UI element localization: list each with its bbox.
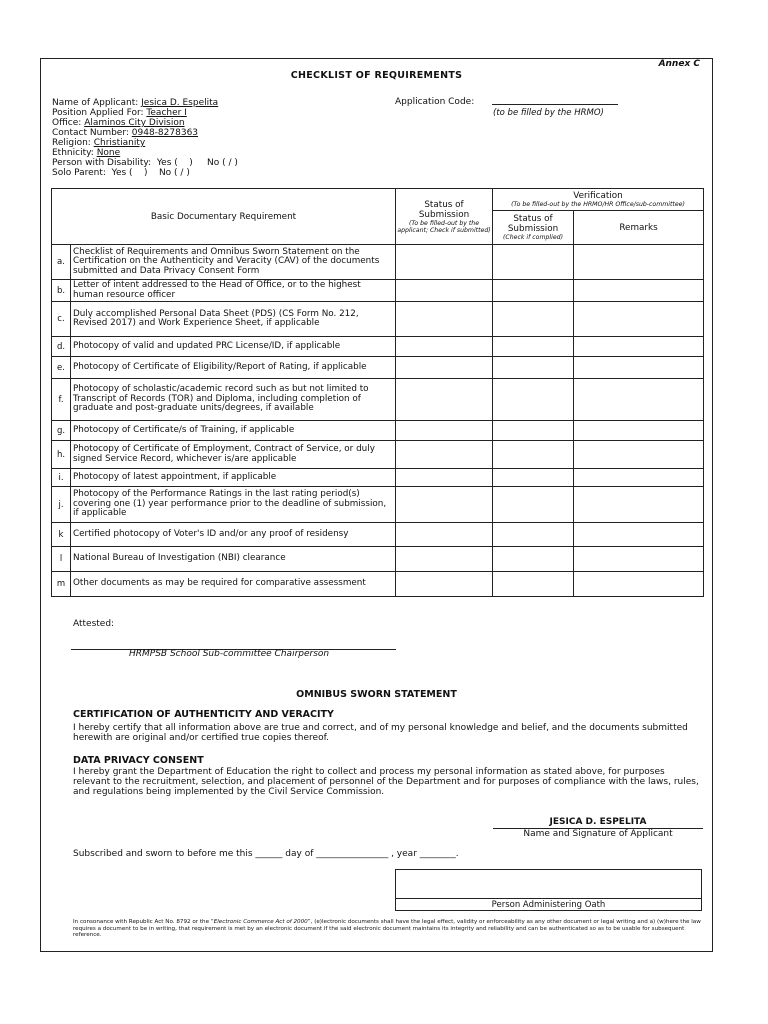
applicant-status-cell[interactable]: [396, 421, 493, 441]
col-header-ver-status-note: (Check if complied): [502, 234, 563, 241]
requirement-text: Certified photocopy of Voter's ID and/or any proof of residensy: [71, 523, 396, 547]
requirement-letter: j.: [52, 487, 71, 523]
col-header-verification-note: (To be filled-out by the HRMO/HR Office/sub-committee): [511, 201, 685, 208]
verification-status-cell[interactable]: [493, 245, 574, 280]
position-row: [52, 108, 238, 118]
annex-label: Annex C: [658, 59, 700, 69]
remarks-cell[interactable]: [574, 547, 704, 572]
solo-parent-row: Solo Parent: Yes ( ) No ( / ): [52, 168, 190, 178]
application-code-field[interactable]: [492, 104, 618, 105]
applicant-name-row: [52, 98, 238, 108]
oath-signature-line: [396, 898, 701, 899]
col-header-status-note: (To be filled-out by the applicant; Check if submitted): [397, 219, 491, 234]
requirement-text: Photocopy of Certificate of Employment, Contract of Service, or duly signed Service Record, whichever is/are applicable: [71, 441, 396, 469]
privacy-text: I hereby grant the Department of Education the right to collect and process my personal information as stated above, for purposes relevant to the recruitment, selection, and placement of personnel of the Department and for purposes of compliance with the laws, rules, and regulations being implemented by the Civil Service Commission.: [73, 767, 699, 797]
remarks-cell[interactable]: [574, 572, 704, 597]
application-code-note: (to be filled by the HRMO): [493, 108, 604, 118]
contact-row: [52, 128, 238, 138]
verification-status-cell[interactable]: [493, 280, 574, 302]
requirement-letter: i.: [52, 469, 71, 487]
chairperson-label: HRMPSB School Sub-committee Chairperson: [129, 649, 330, 659]
verification-status-cell[interactable]: [493, 441, 574, 469]
requirement-letter: m: [52, 572, 71, 597]
certification-text: I hereby certify that all information above are true and correct, and of my personal knowledge and belief, and the documents submitted herewith are original and/or certified true copies thereof.: [73, 723, 688, 743]
contact-label: Contact Number:: [52, 128, 129, 138]
form-title: CHECKLIST OF REQUIREMENTS: [290, 70, 463, 81]
checklist-form: [40, 58, 713, 952]
col-header-requirement: Basic Documentary Requirement: [52, 189, 396, 245]
applicant-signature-label: Name and Signature of Applicant: [523, 829, 673, 839]
footnote-pre: In consonance with Republic Act No. 8792 or the “: [73, 919, 214, 925]
verification-status-cell[interactable]: [493, 487, 574, 523]
requirement-letter: g.: [52, 421, 71, 441]
requirement-text: Photocopy of Certificate of Eligibility/Report of Rating, if applicable: [71, 357, 396, 379]
col-header-remarks: Remarks: [574, 211, 704, 245]
requirement-letter: c.: [52, 302, 71, 337]
applicant-status-cell[interactable]: [396, 441, 493, 469]
ethnicity-label: Ethnicity:: [52, 148, 94, 158]
footnote: [73, 919, 703, 939]
privacy-heading: DATA PRIVACY CONSENT: [73, 755, 204, 766]
requirement-row: [52, 441, 704, 469]
applicant-status-cell[interactable]: [396, 302, 493, 337]
religion-row: [52, 138, 238, 148]
applicant-info: [52, 98, 238, 178]
religion-value: Christianity: [93, 138, 146, 148]
applicant-status-cell[interactable]: [396, 469, 493, 487]
applicant-status-cell[interactable]: [396, 572, 493, 597]
requirement-letter: h.: [52, 441, 71, 469]
office-row: [52, 118, 238, 128]
position-value: Teacher I: [146, 108, 187, 118]
omnibus-title: OMNIBUS SWORN STATEMENT: [296, 689, 457, 700]
requirement-text: Photocopy of scholastic/academic record such as but not limited to Transcript of Records (TOR) and Diploma, including completion of graduate and post-graduate units/degrees, if available: [71, 379, 396, 421]
requirement-row: [52, 280, 704, 302]
requirement-row: [52, 337, 704, 357]
requirement-row: [52, 523, 704, 547]
remarks-cell[interactable]: [574, 245, 704, 280]
requirement-letter: d.: [52, 337, 71, 357]
applicant-status-cell[interactable]: [396, 547, 493, 572]
requirement-text: Photocopy of the Performance Ratings in the last rating period(s) covering one (1) year performance prior to the deadline of submission, if applicable: [71, 487, 396, 523]
applicant-name-value: Jesica D. Espelita: [141, 98, 219, 108]
requirement-text: National Bureau of Investigation (NBI) clearance: [71, 547, 396, 572]
contact-value: 0948-8278363: [131, 128, 199, 138]
col-header-status: [396, 189, 493, 245]
requirement-row: [52, 357, 704, 379]
remarks-cell[interactable]: [574, 379, 704, 421]
applicant-status-cell[interactable]: [396, 357, 493, 379]
remarks-cell[interactable]: [574, 280, 704, 302]
requirement-row: [52, 469, 704, 487]
verification-status-cell[interactable]: [493, 379, 574, 421]
applicant-status-cell[interactable]: [396, 487, 493, 523]
attested-label: Attested:: [73, 619, 115, 629]
requirements-body: [52, 245, 704, 597]
verification-status-cell[interactable]: [493, 572, 574, 597]
col-header-verification: [493, 189, 704, 211]
verification-status-cell[interactable]: [493, 523, 574, 547]
verification-status-cell[interactable]: [493, 421, 574, 441]
remarks-cell[interactable]: [574, 523, 704, 547]
ethnicity-row: [52, 148, 238, 158]
requirement-letter: e.: [52, 357, 71, 379]
verification-status-cell[interactable]: [493, 357, 574, 379]
sworn-statement-line: Subscribed and sworn to before me this ______ day of ________________ , year ________.: [73, 849, 459, 859]
applicant-status-cell[interactable]: [396, 337, 493, 357]
requirement-letter: b.: [52, 280, 71, 302]
remarks-cell[interactable]: [574, 441, 704, 469]
pwd-row: Person with Disability: Yes ( ) No ( / ): [52, 158, 238, 168]
requirement-row: [52, 302, 704, 337]
requirement-letter: k: [52, 523, 71, 547]
remarks-cell[interactable]: [574, 337, 704, 357]
requirement-letter: l: [52, 547, 71, 572]
requirement-letter: a.: [52, 245, 71, 280]
col-header-ver-status-label: Status of Submission: [507, 214, 559, 234]
requirement-text: Photocopy of latest appointment, if applicable: [71, 469, 396, 487]
remarks-cell[interactable]: [574, 487, 704, 523]
requirement-row: [52, 487, 704, 523]
verification-status-cell[interactable]: [493, 302, 574, 337]
remarks-cell[interactable]: [574, 302, 704, 337]
oath-box[interactable]: [395, 869, 702, 911]
requirement-text: Letter of intent addressed to the Head of Office, or to the highest human resource officer: [71, 280, 396, 302]
requirement-row: [52, 245, 704, 280]
religion-label: Religion:: [52, 138, 91, 148]
applicant-status-cell[interactable]: [396, 245, 493, 280]
col-header-ver-status: [493, 211, 574, 245]
footnote-post: ”, (e)lectronic documents shall have the legal effect, validity or enforceability as any other document or legal writing and a) (w)here the law requires a document to be in writing, that requirement is met by an electronic document if the said electronic document maintains its integrity and reliability and can be authenticated so as to be usable for subsequent reference.: [73, 919, 701, 939]
applicant-status-cell[interactable]: [396, 379, 493, 421]
col-header-status-label: Status of Submission: [418, 199, 470, 220]
col-header-verification-label: Verification: [573, 191, 623, 201]
requirement-row: [52, 572, 704, 597]
verification-status-cell[interactable]: [493, 547, 574, 572]
ethnicity-value: None: [96, 148, 121, 158]
applicant-status-cell[interactable]: [396, 280, 493, 302]
remarks-cell[interactable]: [574, 357, 704, 379]
requirement-row: [52, 421, 704, 441]
footnote-act: Electronic Commerce Act of 2000: [213, 919, 308, 925]
verification-status-cell[interactable]: [493, 469, 574, 487]
requirement-row: [52, 547, 704, 572]
requirement-text: Photocopy of Certificate/s of Training, if applicable: [71, 421, 396, 441]
application-code-label: Application Code:: [395, 97, 475, 107]
requirement-text: Duly accomplished Personal Data Sheet (PDS) (CS Form No. 212, Revised 2017) and Work Experience Sheet, if applicable: [71, 302, 396, 337]
remarks-cell[interactable]: [574, 469, 704, 487]
oath-label: Person Administering Oath: [491, 900, 606, 910]
requirement-row: [52, 379, 704, 421]
remarks-cell[interactable]: [574, 421, 704, 441]
position-label: Position Applied For:: [52, 108, 144, 118]
applicant-status-cell[interactable]: [396, 523, 493, 547]
certification-heading: CERTIFICATION OF AUTHENTICITY AND VERACITY: [73, 709, 334, 720]
requirements-table: [51, 188, 704, 597]
requirement-text: Checklist of Requirements and Omnibus Sworn Statement on the Certification on the Authenticity and Veracity (CAV) of the documents submitted and Data Privacy Consent Form: [71, 245, 396, 280]
requirement-letter: f.: [52, 379, 71, 421]
applicant-name-label: Name of Applicant:: [52, 98, 139, 108]
applicant-signature-name: JESICA D. ESPELITA: [549, 817, 647, 827]
office-value: Alaminos City Division: [84, 118, 185, 128]
office-label: Office:: [52, 118, 82, 128]
requirement-text: Other documents as may be required for comparative assessment: [71, 572, 396, 597]
verification-status-cell[interactable]: [493, 337, 574, 357]
requirement-text: Photocopy of valid and updated PRC License/ID, if applicable: [71, 337, 396, 357]
